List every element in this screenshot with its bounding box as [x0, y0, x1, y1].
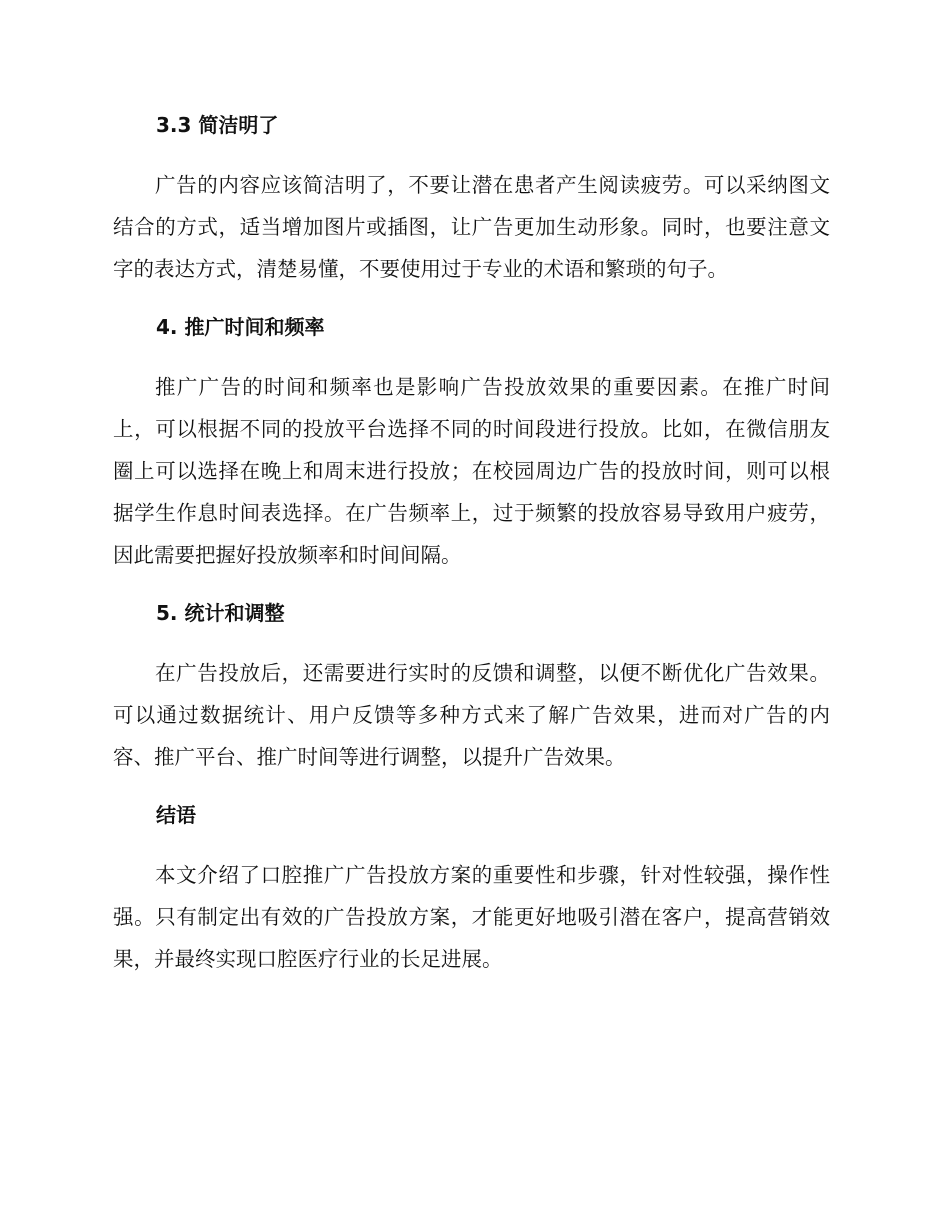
section-heading-5: 5. 统计和调整 — [156, 601, 285, 625]
section-paragraph-3-3: 广告的内容应该简洁明了，不要让潜在患者产生阅读疲劳。可以采纳图文结合的方式，适当增加图片或插图，让广告更加生动形象。同时，也要注意文字的表达方式，清楚易懂，不要使用过于专业的术语和繁琐的句子。 — [113, 173, 830, 281]
section-heading-3-3: 3.3 简洁明了 — [156, 113, 279, 137]
section-paragraph-conclusion: 本文介绍了口腔推广广告投放方案的重要性和步骤，针对性较强，操作性强。只有制定出有效的广告投放方案，才能更好地吸引潜在客户，提高营销效果，并最终实现口腔医疗行业的长足进展。 — [113, 863, 830, 971]
section-heading-conclusion: 结语 — [156, 803, 196, 827]
section-paragraph-4: 推广广告的时间和频率也是影响广告投放效果的重要因素。在推广时间上，可以根据不同的投放平台选择不同的时间段进行投放。比如，在微信朋友圈上可以选择在晚上和周末进行投放；在校园周边广告的投放时间，则可以根据学生作息时间表选择。在广告频率上，过于频繁的投放容易导致用户疲劳，因此需要把握好投放频率和时间间隔。 — [113, 375, 830, 567]
section-heading-4: 4. 推广时间和频率 — [156, 315, 325, 339]
section-paragraph-5: 在广告投放后，还需要进行实时的反馈和调整，以便不断优化广告效果。可以通过数据统计、用户反馈等多种方式来了解广告效果，进而对广告的内容、推广平台、推广时间等进行调整，以提升广告效果。 — [113, 661, 830, 769]
